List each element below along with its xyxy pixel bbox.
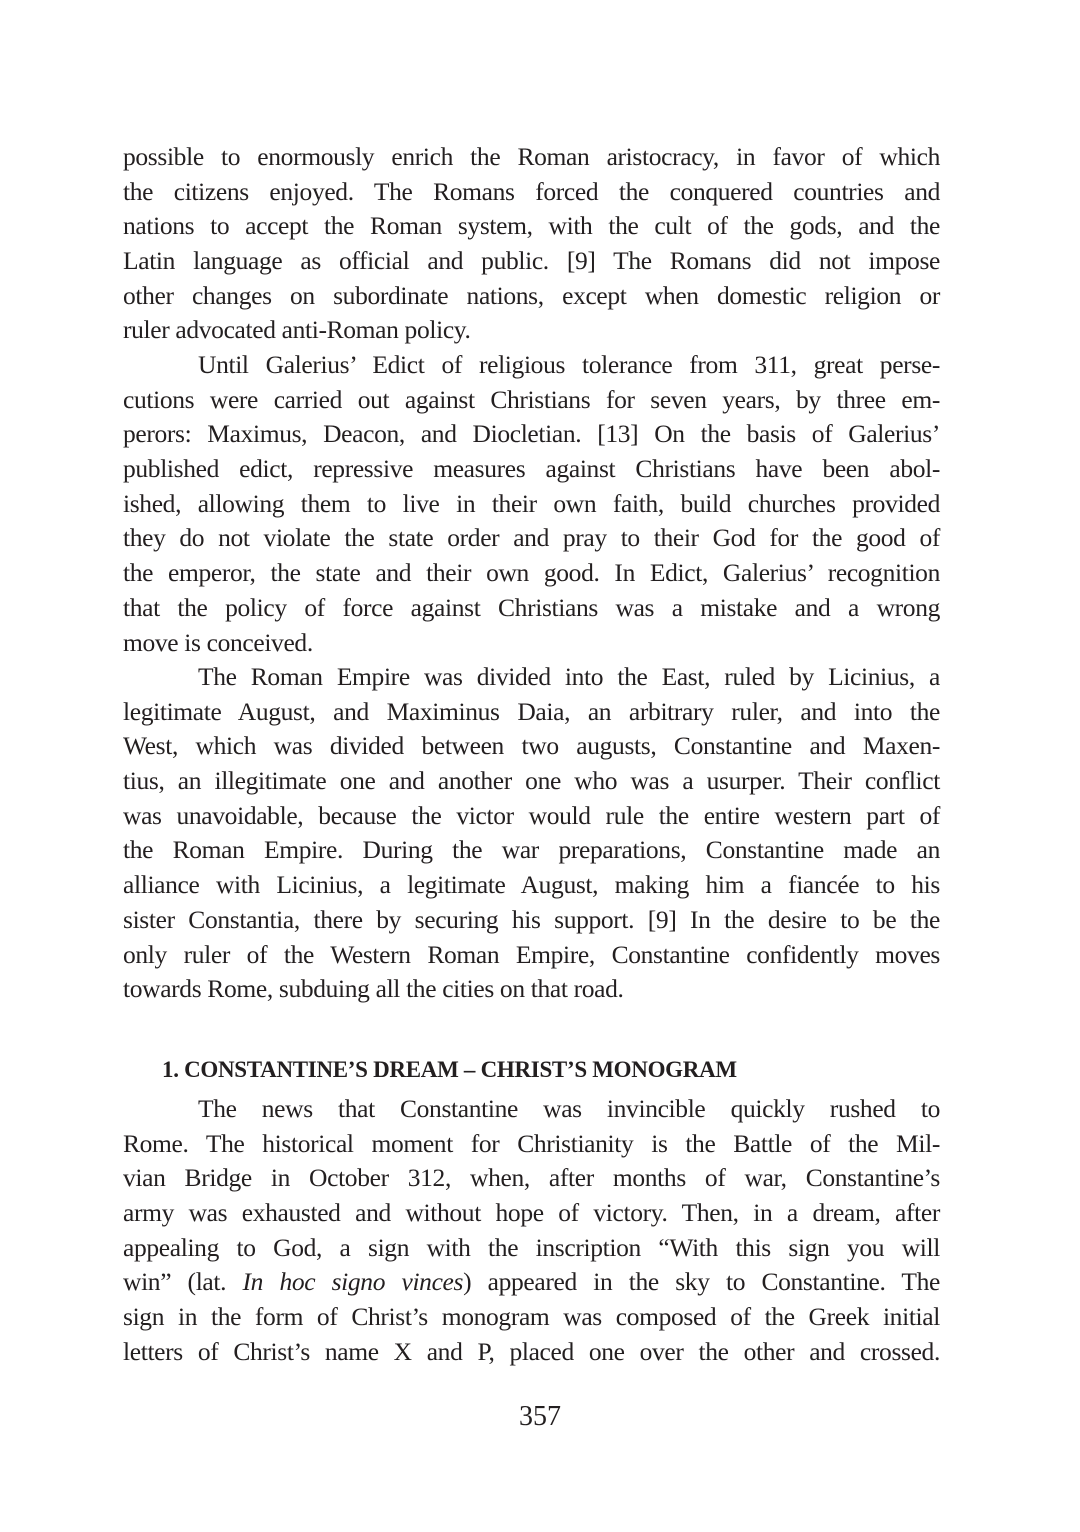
- text-line: sister Constantia, there by securing his support. [9] In the desire to be the: [123, 904, 940, 934]
- text-line-with-latin: [123, 1265, 940, 1300]
- text-line: Latin language as official and public. [9] The Romans did not impose: [123, 246, 940, 276]
- text-line: West, which was divided between two augusts, Constantine and Maxen-: [123, 731, 940, 761]
- text-line: that the policy of force against Christians was a mistake and a wrong: [123, 592, 940, 622]
- text-line: they do not violate the state order and pray to their God for the good of: [123, 523, 940, 553]
- text-line: only ruler of the Western Roman Empire, Constantine confidently moves: [123, 939, 940, 969]
- text-line: other changes on subordinate nations, except when domestic religion or: [123, 280, 940, 310]
- text-line: the citizens enjoyed. The Romans forced the conquered countries and: [123, 176, 940, 206]
- text-line: letters of Christ’s name X and P, placed one over the other and crossed.: [123, 1336, 940, 1366]
- text-line: vian Bridge in October 312, when, after months of war, Constantine’s: [123, 1163, 940, 1193]
- text-line: cutions were carried out against Christians for seven years, by three em-: [123, 384, 940, 414]
- text-line: move is conceived.: [123, 627, 313, 657]
- text-line: published edict, repressive measures against Christians have been abol-: [123, 454, 940, 484]
- text-line: legitimate August, and Maximinus Daia, an arbitrary ruler, and into the: [123, 696, 940, 726]
- text-line: ished, allowing them to live in their own faith, build churches provided: [123, 488, 940, 518]
- text-line: The Roman Empire was divided into the East, ruled by Licinius, a: [198, 662, 940, 691]
- text-run: ) appeared in the sky to Constantine. The: [463, 1267, 940, 1297]
- text-line: The news that Constantine was invincible quickly rushed to: [198, 1094, 940, 1123]
- paragraph-roman-system: [123, 140, 940, 348]
- text-line: alliance with Licinius, a legitimate August, making him a fiancée to his: [123, 870, 940, 900]
- text-line: ruler advocated anti-Roman policy.: [123, 315, 471, 345]
- paragraph-constantine-dream: [123, 1092, 940, 1370]
- text-line: the emperor, the state and their own good. In Edict, Galerius’ recognition: [123, 558, 940, 588]
- text-line: towards Rome, subduing all the cities on that road.: [123, 974, 624, 1004]
- text-line: appealing to God, a sign with the inscription “With this sign you will: [123, 1232, 940, 1262]
- paragraph-empire-division: [123, 660, 940, 1007]
- text-run: win” (lat.: [123, 1267, 243, 1297]
- page-number: 357: [519, 1401, 561, 1432]
- text-line: sign in the form of Christ’s monogram was composed of the Greek initial: [123, 1302, 940, 1332]
- text-line: Until Galerius’ Edict of religious tolerance from 311, great perse-: [198, 350, 940, 379]
- text-line: possible to enormously enrich the Roman aristocracy, in favor of which: [123, 142, 940, 171]
- text-line: army was exhausted and without hope of victory. Then, in a dream, after: [123, 1198, 940, 1228]
- text-line: the Roman Empire. During the war preparations, Constantine made an: [123, 835, 940, 865]
- text-line: nations to accept the Roman system, with the cult of the gods, and the: [123, 211, 940, 241]
- section-heading: 1. CONSTANTINE’S DREAM – CHRIST’S MONOGRAM: [162, 1057, 737, 1082]
- latin-phrase: In hoc signo vinces: [242, 1267, 464, 1297]
- text-line: was unavoidable, because the victor would rule the entire western part of: [123, 800, 940, 830]
- text-line: perors: Maximus, Deacon, and Diocletian. [13] On the basis of Galerius’: [123, 419, 940, 449]
- text-line: Rome. The historical moment for Christianity is the Battle of the Mil-: [123, 1128, 940, 1158]
- text-line: tius, an illegitimate one and another one who was a usurper. Their conflict: [123, 766, 940, 796]
- paragraph-galerius-edict: [123, 348, 940, 660]
